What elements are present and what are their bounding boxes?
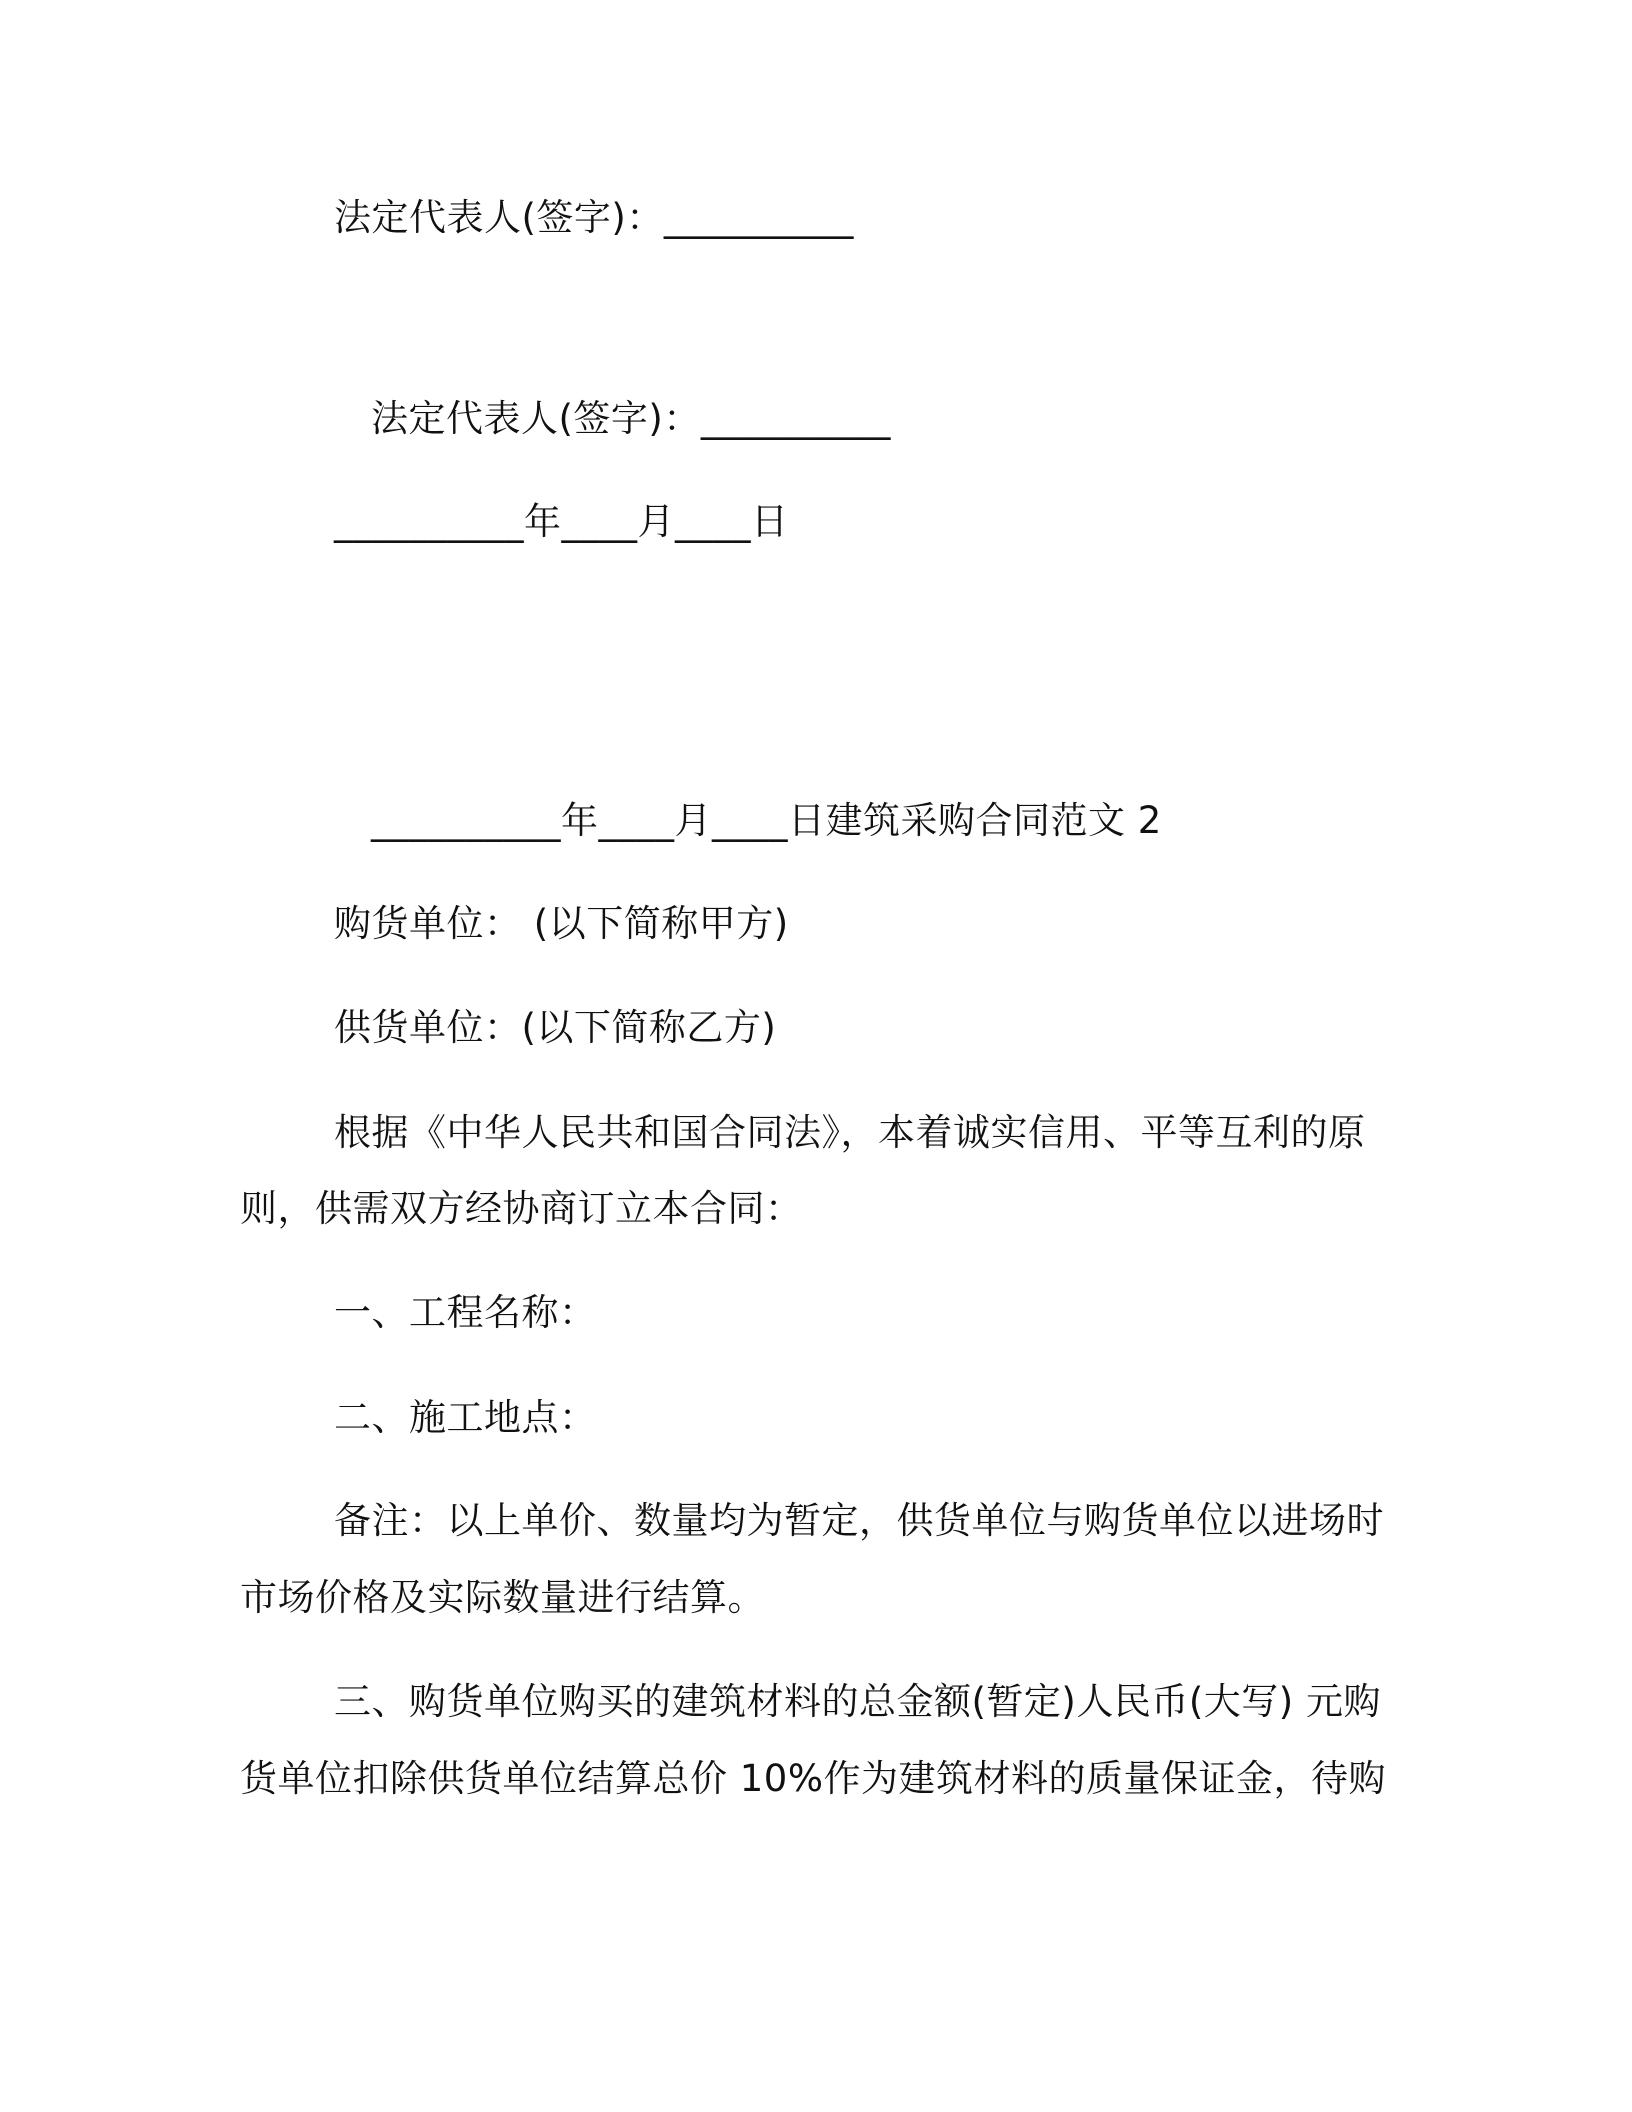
paragraph-line: 市场价格及实际数量进行结算。 [240,1576,765,1619]
date-line: __________年____月____日 [334,500,789,543]
paragraph-line: 三、购货单位购买的建筑材料的总金额(暂定)人民币(大写) 元购 [334,1680,1381,1723]
purchaser-line: 购货单位： (以下简称甲方) [334,902,789,945]
paragraph-line: 则，供需双方经协商订立本合同： [240,1187,803,1230]
section-heading: 一、工程名称： [334,1291,597,1334]
legal-representative-signature-line: 法定代表人(签字)：__________ [371,397,891,440]
legal-representative-signature-line: 法定代表人(签字)：__________ [334,196,854,239]
section-heading: 二、施工地点： [334,1396,597,1439]
supplier-line: 供货单位：(以下简称乙方) [334,1006,777,1049]
contract-title: __________年____月____日建筑采购合同范文 2 [371,799,1162,842]
paragraph-line: 备注：以上单价、数量均为暂定，供货单位与购货单位以进场时 [334,1499,1384,1542]
paragraph-line: 货单位扣除供货单位结算总价 10%作为建筑材料的质量保证金，待购 [240,1757,1386,1800]
paragraph-line: 根据《中华人民共和国合同法》，本着诚实信用、平等互利的原 [334,1111,1366,1154]
